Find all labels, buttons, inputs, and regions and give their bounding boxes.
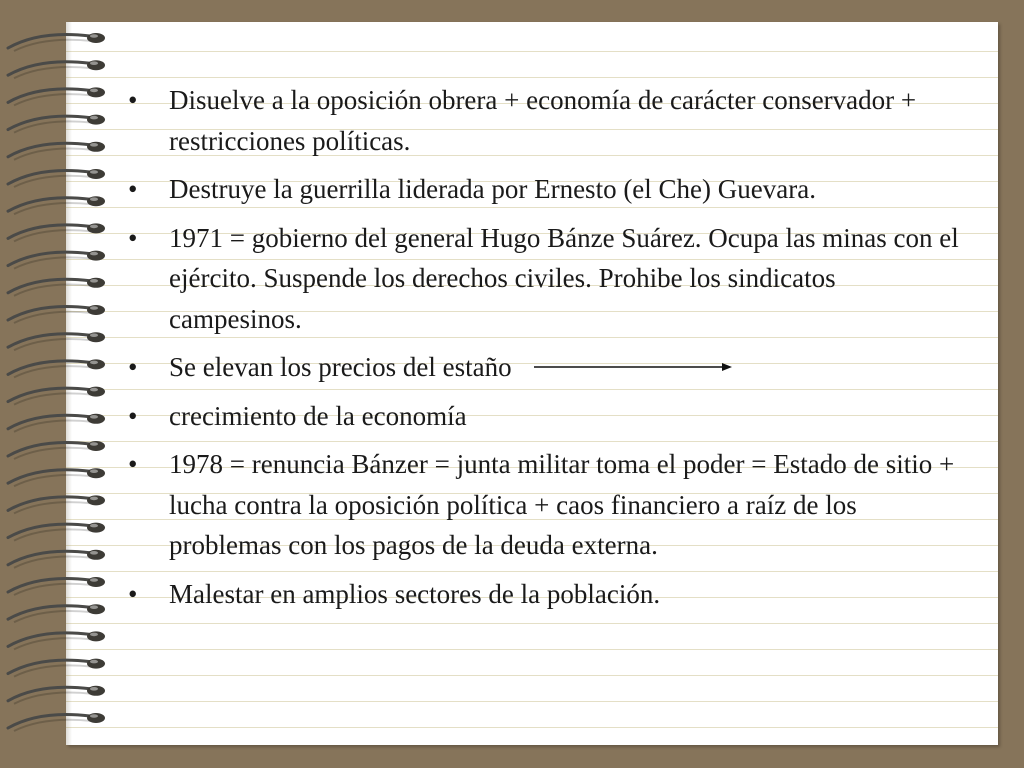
spiral-ring	[8, 713, 105, 731]
bullet-marker: •	[128, 578, 138, 609]
spiral-ring	[8, 223, 105, 241]
spiral-ring	[8, 142, 105, 160]
list-item	[124, 444, 964, 566]
spiral-ring	[8, 115, 105, 133]
spiral-ring	[8, 387, 105, 405]
bullet-text: crecimiento de la economía	[169, 400, 467, 431]
spiral-ring	[8, 196, 105, 214]
spiral-ring	[8, 332, 105, 350]
spiral-ring	[8, 495, 105, 513]
bullet-marker: •	[128, 400, 138, 431]
spiral-ring	[8, 305, 105, 323]
list-item	[124, 347, 964, 388]
spiral-ring	[8, 468, 105, 486]
spiral-ring	[8, 577, 105, 595]
spiral-ring	[8, 686, 105, 704]
list-item	[124, 169, 964, 210]
spiral-ring	[8, 87, 105, 105]
bullet-text: 1971 = gobierno del general Hugo Bánze Suárez. Ocupa las minas con el ejército. Suspende los derechos civiles. Prohibe los sindicatos campesinos.	[169, 222, 959, 334]
list-item	[124, 218, 964, 340]
spiral-ring	[8, 631, 105, 649]
list-item	[124, 396, 964, 437]
spiral-ring	[8, 278, 105, 296]
bullet-marker: •	[128, 222, 138, 253]
bullet-text: Destruye la guerrilla liderada por Ernesto (el Che) Guevara.	[169, 174, 816, 204]
spiral-binding-icon	[0, 0, 120, 768]
bullet-text: 1978 = renuncia Bánzer = junta militar toma el poder = Estado de sitio + lucha contra la oposición política + caos financiero a raíz de los problemas con los pagos de la deuda externa.	[169, 449, 955, 560]
bullet-marker: •	[128, 174, 138, 204]
spiral-ring	[8, 251, 105, 269]
spiral-ring	[8, 659, 105, 677]
arrow-right-icon	[534, 361, 734, 373]
bullet-text: Disuelve a la oposición obrera + economía de carácter conservador + restricciones políticas.	[169, 85, 917, 156]
bullet-marker: •	[128, 449, 138, 479]
spiral-ring	[8, 414, 105, 432]
spiral-ring	[8, 60, 105, 78]
bullet-list	[124, 80, 964, 622]
spiral-ring	[8, 359, 105, 377]
spiral-ring	[8, 604, 105, 622]
spiral-ring	[8, 523, 105, 541]
spiral-ring	[8, 169, 105, 187]
bullet-text: Malestar en amplios sectores de la población.	[169, 578, 661, 609]
spiral-ring	[8, 33, 105, 51]
list-item	[124, 80, 964, 161]
spiral-ring	[8, 550, 105, 568]
list-item	[124, 574, 964, 615]
spiral-ring	[8, 441, 105, 459]
bullet-text: Se elevan los precios del estaño	[169, 352, 512, 382]
bullet-marker: •	[128, 352, 138, 382]
bullet-marker: •	[128, 85, 138, 115]
